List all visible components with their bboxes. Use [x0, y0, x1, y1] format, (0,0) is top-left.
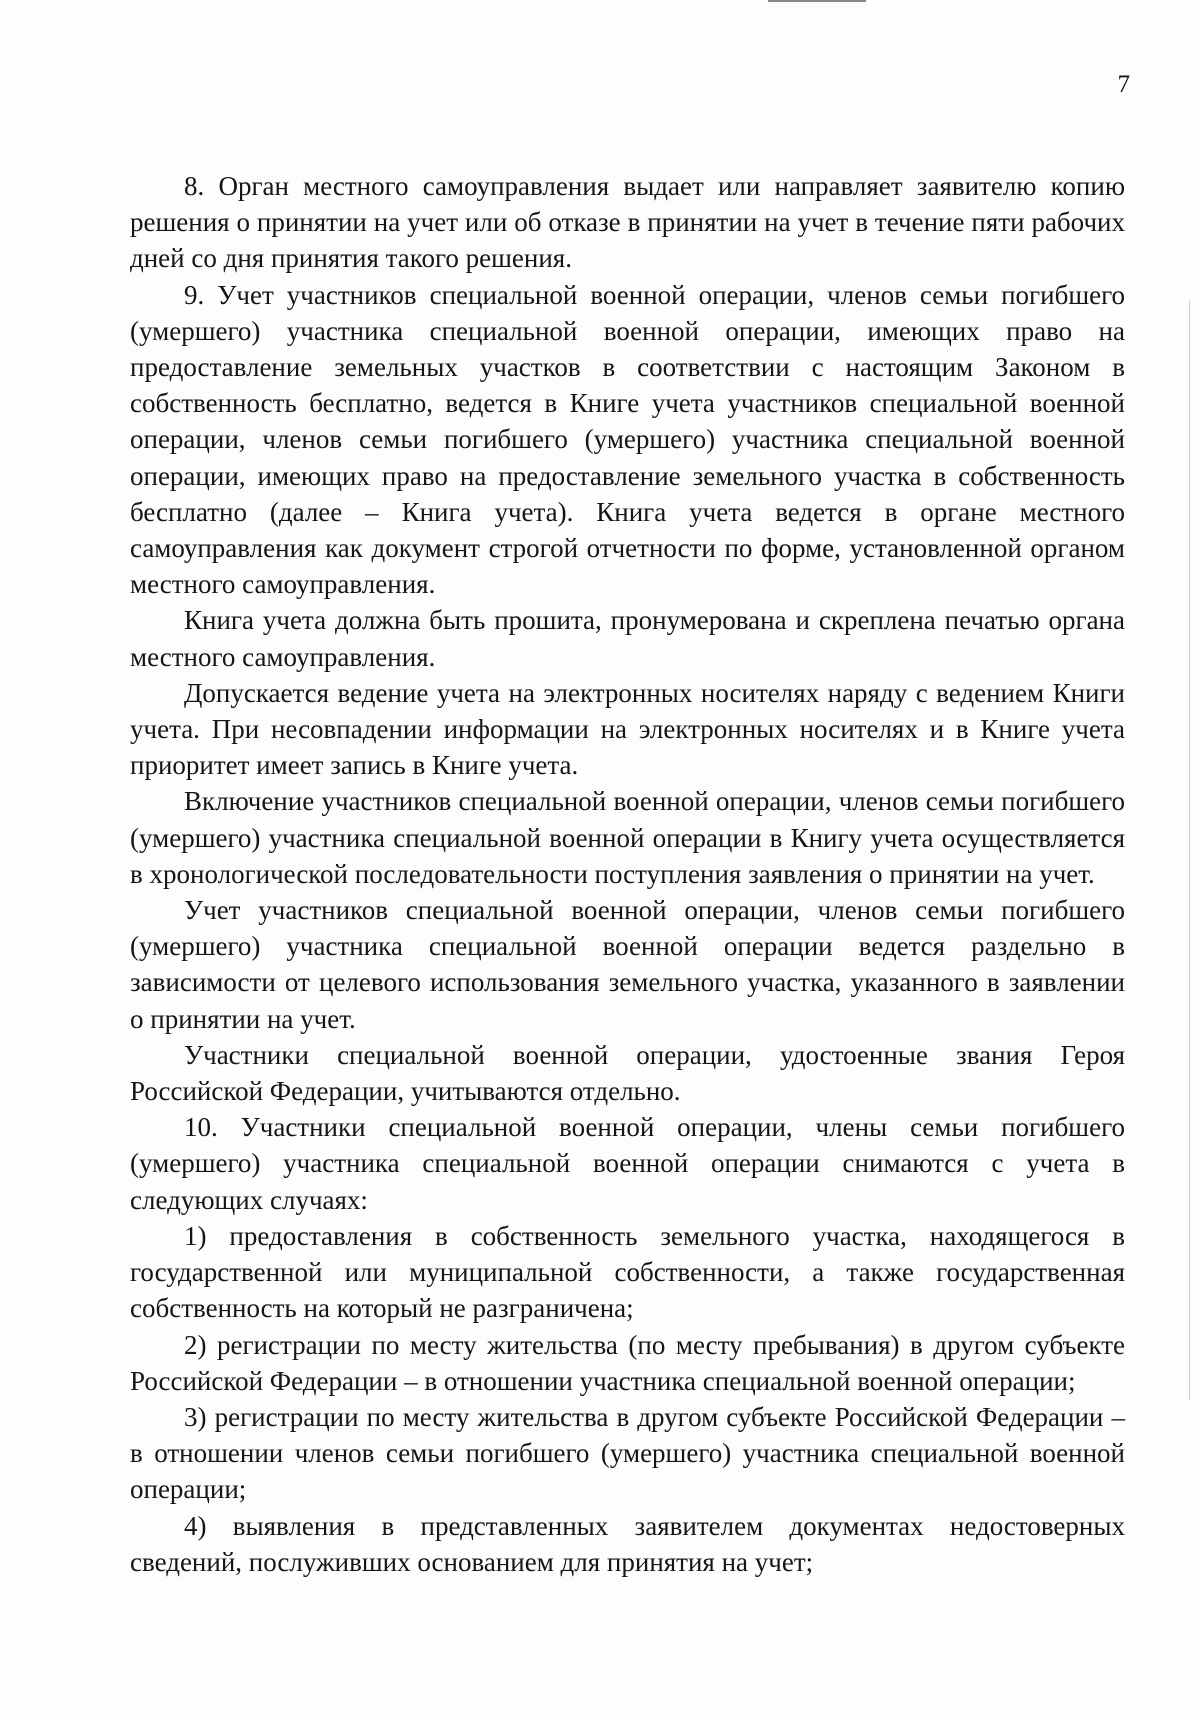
list-item-4: 4) выявления в представленных заявителем документах недостоверных сведений, послуживших основанием для принятия на учет; — [130, 1510, 1125, 1577]
paragraph-inclusion-order: Включение участников специальной военной операции, членов семьи погибшего (умершего) участника специальной военной операции в Книгу учета осуществляется в хронологической последовательности поступления заявления о принятии на учет. — [130, 786, 1125, 889]
paragraph-heroes: Участники специальной военной операции, удостоенные звания Героя Российской Федерации, учитываются отдельно. — [130, 1039, 1125, 1107]
paragraph-10: 10. Участники специальной военной операции, члены семьи погибшего (умершего) участника специальной военной операции снимаются с учета в следующих случаях: — [130, 1112, 1125, 1215]
scan-artifact-top — [768, 0, 866, 2]
scan-artifact-edge — [1189, 300, 1190, 1400]
page-number: 7 — [1117, 71, 1130, 98]
paragraph-separate-accounting: Учет участников специальной военной операции, членов семьи погибшего (умершего) участника специальной военной операции ведется раздельно в зависимости от целевого использования земельного участка, указанного в заявлении о принятии на учет. — [130, 895, 1125, 1034]
paragraph-8: 8. Орган местного самоуправления выдает или направляет заявителю копию решения о принятии на учет или об отказе в принятии на учет в течение пяти рабочих дней со дня принятия такого решения. — [130, 171, 1125, 274]
paragraph-book-binding: Книга учета должна быть прошита, пронумерована и скреплена печатью органа местного самоуправления. — [130, 605, 1125, 672]
list-item-2: 2) регистрации по месту жительства (по месту пребывания) в другом субъекте Российской Федерации – в отношении участника специальной военной операции; — [130, 1329, 1125, 1396]
list-item-3: 3) регистрации по месту жительства в другом субъекте Российской Федерации – в отношении членов семьи погибшего (умершего) участника специальной военной операции; — [130, 1401, 1125, 1505]
list-item-1: 1) предоставления в собственность земельного участка, находящегося в государственной или муниципальной собственности, а также государственная собственность на который не разграничена; — [130, 1220, 1125, 1324]
paragraph-9: 9. Учет участников специальной военной операции, членов семьи погибшего (умершего) участника специальной военной операции, имеющих право на предоставление земельных участков в соответствии с настоящим Законом в собственность бесплатно, ведется в Книге учета участников специальной военной операции, членов семьи погибшего (умершего) участника специальной военной операции, имеющих право на предоставление земельного участка в собственность бесплатно (далее – Книга учета). Книга учета ведется в органе местного самоуправления как документ строгой отчетности по форме, установленной органом местного самоуправления. — [130, 279, 1125, 600]
paragraph-electronic-records: Допускается ведение учета на электронных носителях наряду с ведением Книги учета. При несовпадении информации на электронных носителях и в Книге учета приоритет имеет запись в Книге учета. — [130, 677, 1125, 781]
document-body — [130, 168, 1125, 1580]
